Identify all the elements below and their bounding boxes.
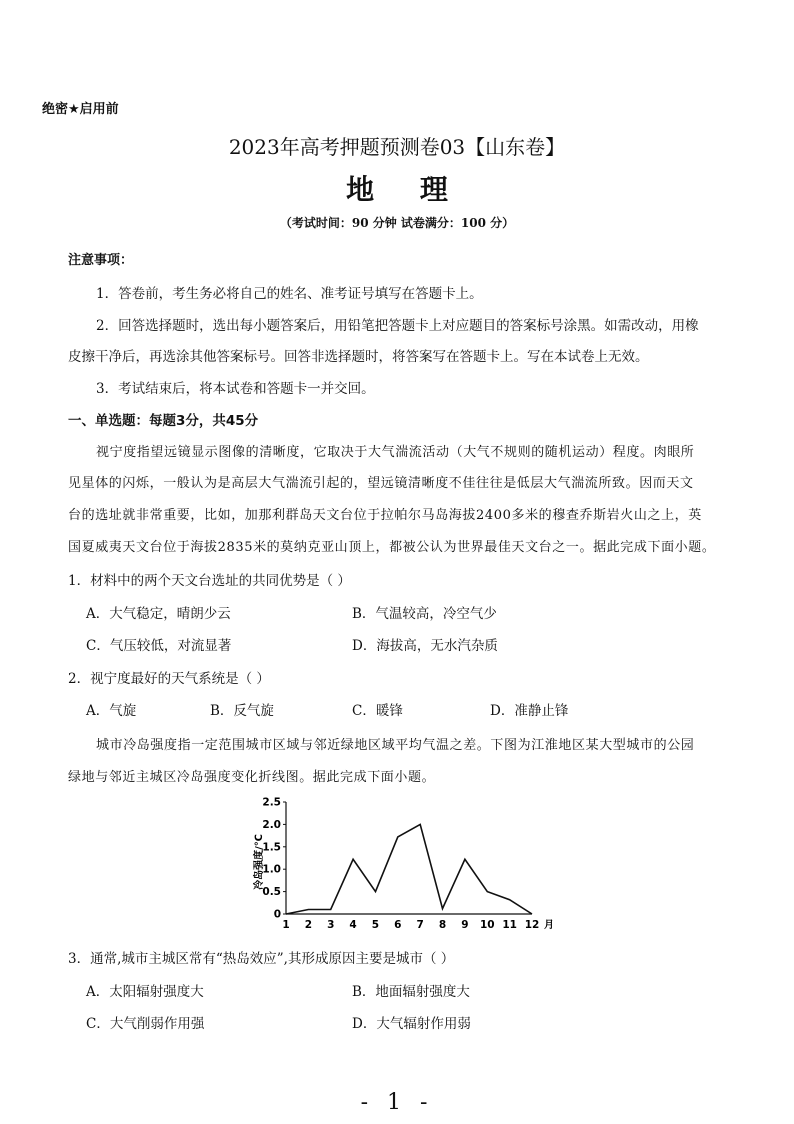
question-2-stem: 2．视宁度最好的天气系统是（ ） [68, 671, 270, 687]
question-1-option-d[interactable]: D．海拔高，无水汽杂质 [352, 638, 498, 654]
question-3-option-b[interactable]: B．地面辐射强度大 [352, 984, 470, 1000]
notice-item: 2．回答选择题时，选出每小题答案后，用铅笔把答题卡上对应题目的答案标号涂黑。如需改动，用橡 [96, 318, 699, 334]
notice-item: 3．考试结束后，将本试卷和答题卡一并交回。 [96, 381, 375, 397]
question-2-option-a[interactable]: A．气旋 [86, 703, 137, 719]
question-1-option-a[interactable]: A．大气稳定，晴朗少云 [86, 606, 231, 622]
x-tick-label: 2 [304, 919, 313, 931]
question-1-option-c[interactable]: C．气压较低，对流显著 [86, 638, 232, 654]
passage-line: 绿地与邻近主城区冷岛强度变化折线图。据此完成下面小题。 [68, 770, 436, 785]
x-tick-label: 3 [327, 919, 335, 931]
section-heading: 一、单选题：每题3分，共45分 [68, 413, 259, 429]
passage-line: 台的选址就非常重要，比如，加那利群岛天文台位于拉帕尔马岛海拔2400多米的穆查乔斯岩火山之上，英 [68, 508, 702, 523]
x-tick-label: 1 [282, 919, 290, 931]
confidential-label: 绝密★启用前 [42, 102, 119, 117]
x-tick-label: 12 [524, 919, 540, 931]
x-tick-label: 7 [416, 919, 424, 931]
notice-item: 皮擦干净后，再选涂其他答案标号。回答非选择题时，将答案写在答题卡上。写在本试卷上无效。 [68, 349, 649, 365]
cold-island-line-chart [240, 790, 570, 935]
series-line [286, 824, 532, 914]
y-tick-label: 1.0 [262, 863, 281, 876]
exam-info: （考试时间：90 分钟 试卷满分：100 分） [279, 216, 515, 230]
x-tick-label: 9 [461, 919, 469, 931]
y-tick-label: 2.5 [262, 796, 281, 809]
y-tick-label: 0 [273, 908, 281, 921]
notice-item: 1．答卷前，考生务必将自己的姓名、准考证号填写在答题卡上。 [96, 286, 483, 302]
question-3-option-a[interactable]: A．太阳辐射强度大 [86, 984, 204, 1000]
subject-title: 地 理 [346, 173, 466, 206]
passage-line: 国夏威夷天文台位于海拔2835米的莫纳克亚山顶上，都被公认为世界最佳天文台之一。据此完成下面小题。 [68, 540, 716, 555]
exam-title: 2023年高考押题预测卷03【山东卷】 [228, 135, 566, 159]
question-2-option-b[interactable]: B．反气旋 [210, 703, 274, 719]
x-tick-label: 6 [394, 919, 402, 931]
x-tick-label: 10 [479, 919, 495, 931]
notice-heading: 注意事项： [68, 253, 134, 268]
passage-line: 城市冷岛强度指一定范围城市区域与邻近绿地区域平均气温之差。下图为江淮地区某大型城市的公园 [96, 738, 695, 753]
y-axis-label: 冷岛强度/℃ [254, 834, 265, 890]
passage-line: 视宁度指望远镜显示图像的清晰度，它取决于大气湍流活动（大气不规则的随机运动）程度。肉眼所 [96, 445, 695, 460]
question-3-option-d[interactable]: D．大气辐射作用弱 [352, 1016, 471, 1032]
y-tick-label: 1.5 [262, 841, 281, 854]
question-3-option-c[interactable]: C．大气削弱作用强 [86, 1016, 205, 1032]
x-axis-unit-label: 月 [544, 920, 554, 931]
x-tick-label: 11 [502, 919, 517, 931]
question-2-option-c[interactable]: C．暖锋 [352, 703, 403, 719]
x-tick-label: 5 [371, 919, 380, 931]
passage-line: 见星体的闪烁，一般认为是高层大气湍流引起的，望远镜清晰度不佳往往是低层大气湍流所致。因而天文 [68, 476, 694, 491]
page-number: - 1 - [360, 1090, 434, 1115]
question-1-option-b[interactable]: B．气温较高，冷空气少 [352, 606, 497, 622]
question-1-stem: 1．材料中的两个天文台选址的共同优势是（ ） [68, 573, 351, 589]
x-tick-label: 8 [438, 919, 447, 931]
question-3-stem: 3．通常,城市主城区常有“热岛效应”,其形成原因主要是城市（ ） [68, 951, 455, 967]
y-tick-label: 2.0 [262, 818, 281, 831]
y-tick-label: 0.5 [262, 886, 281, 899]
question-2-option-d[interactable]: D．准静止锋 [490, 703, 569, 719]
x-tick-label: 4 [349, 919, 357, 931]
